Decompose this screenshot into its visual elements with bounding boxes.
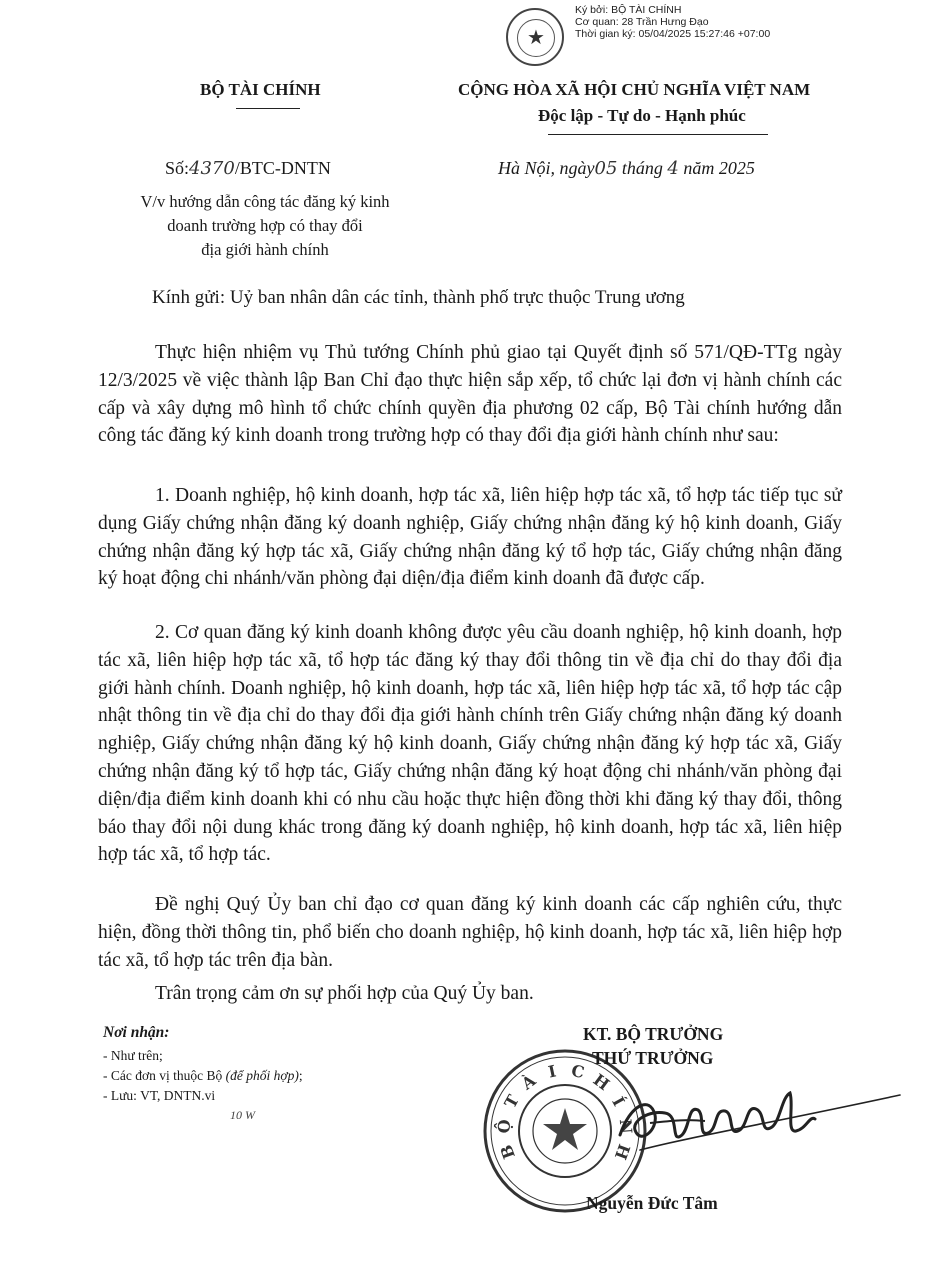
handwritten-signature-icon <box>610 1075 910 1165</box>
distribution-item: - Lưu: VT, DNTN.vi <box>103 1088 216 1103</box>
document-subject <box>100 190 430 262</box>
ministry-underline <box>236 108 300 109</box>
signed-by-text: Ký bởi: BỘ TÀI CHÍNH <box>575 4 682 16</box>
seal-letter: N <box>615 1118 636 1135</box>
document-number <box>165 158 331 179</box>
seal-letter: Í <box>608 1093 629 1110</box>
signer-name: Nguyễn Đức Tâm <box>586 1193 718 1213</box>
date-day-handwritten: 05 <box>594 158 618 179</box>
subject-line: V/v hướng dẫn công tác đăng ký kinh <box>140 192 390 211</box>
distribution-item-note: (để phối hợp) <box>225 1068 299 1083</box>
body-paragraph-closing: Trân trọng cảm ơn sự phối hợp của Quý Ủy ban. <box>155 983 534 1004</box>
signing-agency-text: Cơ quan: 28 Trần Hưng Đạo <box>575 16 709 28</box>
seal-letter: I <box>546 1061 558 1082</box>
place-and-date <box>498 158 755 179</box>
seal-letter: C <box>569 1060 587 1083</box>
place-prefix: Hà Nội, ngày <box>498 158 595 178</box>
month-label: tháng <box>621 158 663 178</box>
date-month-handwritten: 4 <box>667 158 679 179</box>
signing-time-text: Thời gian ký: 05/04/2025 15:27:46 +07:00 <box>575 28 771 40</box>
body-paragraph-request: Đề nghị Quý Ủy ban chỉ đạo cơ quan đăng ký kinh doanh các cấp nghiên cứu, thực hiện, đồng thời thông tin, phổ biến cho doanh nghiệp, hộ kinh doanh, hợp tác xã, liên hiệp hợp tác xã, tổ hợp tác trên địa bàn. <box>98 894 842 971</box>
subject-line: địa giới hành chính <box>201 240 329 259</box>
handwritten-initials: 10 W <box>230 1108 255 1122</box>
digital-signature-emblem-icon: ★ <box>506 8 564 66</box>
seal-letter: H <box>610 1141 634 1163</box>
seal-letter: À <box>517 1070 540 1094</box>
subject-line: doanh trường hợp có thay đổi <box>167 216 363 235</box>
motto-underline <box>548 134 768 135</box>
doc-number-suffix: /BTC-DNTN <box>234 158 331 178</box>
signer-role: THỨ TRƯỞNG <box>592 1048 714 1068</box>
doc-number-prefix: Số: <box>165 158 190 178</box>
distribution-item: - Như trên; <box>103 1048 163 1063</box>
doc-number-handwritten: 4370 <box>189 158 235 179</box>
distribution-list <box>103 1046 303 1106</box>
seal-letter: H <box>589 1069 614 1095</box>
signing-authority: KT. BỘ TRƯỞNG <box>583 1024 724 1044</box>
seal-letter: T <box>500 1091 523 1112</box>
seal-letter: B <box>496 1142 519 1162</box>
recipient-line: Kính gửi: Uỷ ban nhân dân các tỉnh, thành phố trực thuộc Trung ương <box>152 287 685 308</box>
body-paragraph-item-1: 1. Doanh nghiệp, hộ kinh doanh, hợp tác xã, liên hiệp hợp tác xã, tổ hợp tác tiếp tục sử dụng Giấy chứng nhận đăng ký doanh nghiệp, Giấy chứng nhận đăng ký hộ kinh doanh, Giấy chứng nhận đăng ký hợp tác xã, Giấy chứng nhận đăng ký tổ hợp tác, Giấy chứng nhận đăng ký hoạt động chi nhánh/văn phòng đại diện/địa điểm kinh doanh đã được cấp. <box>98 485 842 590</box>
distribution-item-end: ; <box>298 1068 303 1083</box>
digital-signature-info <box>575 4 770 40</box>
national-motto: Độc lập - Tự do - Hạnh phúc <box>538 106 746 125</box>
issuing-ministry: BỘ TÀI CHÍNH <box>200 80 321 99</box>
distribution-item-text: - Các đơn vị thuộc Bộ <box>103 1068 226 1083</box>
body-paragraph-intro: Thực hiện nhiệm vụ Thủ tướng Chính phủ giao tại Quyết định số 571/QĐ-TTg ngày 12/3/2025 về việc thành lập Ban Chỉ đạo thực hiện sắp xếp, tổ chức lại đơn vị hành chính các cấp và xây dựng mô hình tổ chức chính quyền địa phương 02 cấp, Bộ Tài chính hướng dẫn công tác đăng ký kinh doanh trong trường hợp có thay đổi địa giới hành chính như sau: <box>98 342 842 447</box>
seal-letter: Ộ <box>494 1118 515 1135</box>
year-label: năm 2025 <box>683 158 755 178</box>
national-title: CỘNG HÒA XÃ HỘI CHỦ NGHĨA VIỆT NAM <box>458 80 811 99</box>
distribution-title: Nơi nhận: <box>103 1024 170 1041</box>
body-paragraph-item-2: 2. Cơ quan đăng ký kinh doanh không được yêu cầu doanh nghiệp, hộ kinh doanh, hợp tác xã, liên hiệp hợp tác xã, tổ hợp tác đăng ký thay đổi thông tin về địa chỉ do thay đổi địa giới hành chính. Doanh nghiệp, hộ kinh doanh, hợp tác xã, liên hiệp hợp tác xã, tổ hợp tác cập nhật thông tin về địa chỉ do thay đổi địa giới hành chính trên Giấy chứng nhận đăng ký doanh nghiệp, Giấy chứng nhận đăng ký hộ kinh doanh, Giấy chứng nhận đăng ký hợp tác xã, Giấy chứng nhận đăng ký tổ hợp tác, Giấy chứng nhận đăng ký hoạt động chi nhánh/văn phòng đại diện/địa điểm kinh doanh khi có nhu cầu hoặc thực hiện đồng thời khi đăng ký thay đổi, thông báo thay đổi nội dung khác trong đăng ký doanh nghiệp, hộ kinh doanh, hợp tác xã, liên hiệp hợp tác xã, tổ hợp tác. <box>98 622 842 866</box>
distribution-item <box>103 1066 303 1086</box>
